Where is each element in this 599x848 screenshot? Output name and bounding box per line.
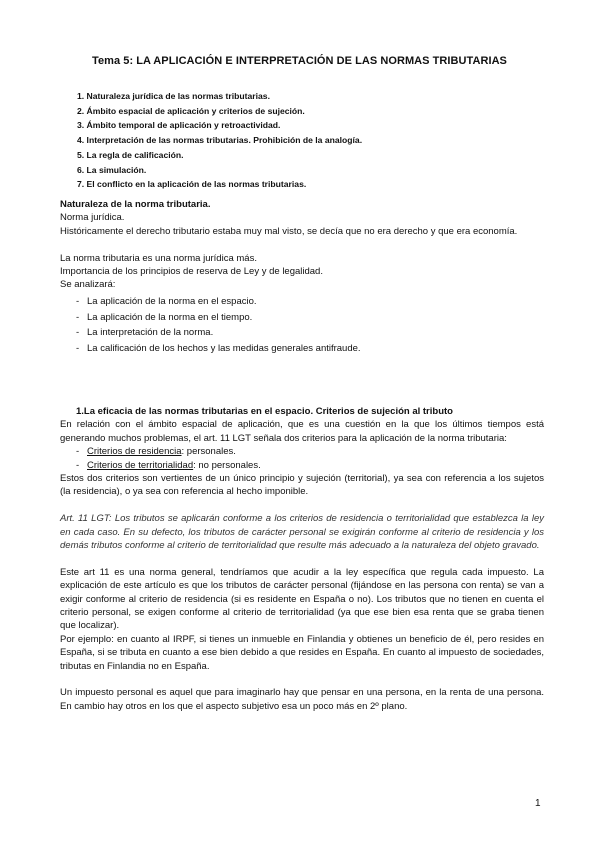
list-item: [60, 459, 544, 472]
toc-item: 6. La simulación.: [77, 164, 147, 175]
table-of-contents: [77, 89, 362, 192]
toc-item: 4. Interpretación de las normas tributarias. Prohibición de la analogía.: [77, 135, 363, 146]
toc-item: 1. Naturaleza jurídica de las normas tributarias.: [77, 91, 270, 101]
paragraph: La norma tributaria es una norma jurídica más.: [60, 252, 257, 264]
list-item: - La interpretación de la norma.: [60, 325, 544, 341]
criteria-list: [60, 445, 544, 472]
analysis-list: [60, 294, 544, 357]
paragraph: Importancia de los principios de reserva de Ley y de legalidad.: [60, 266, 323, 278]
criterion-label: Criterios de residencia: [87, 446, 182, 458]
list-item: - La aplicación de la norma en el espacio.: [60, 294, 544, 310]
paragraph: Estos dos criterios son vertientes de un único principio y sujeción (territorial), ya sea con referencia a los sujetos (la residencia), o ya sea con referencia al hecho imponible.: [60, 473, 544, 498]
paragraph: Históricamente el derecho tributario estaba muy mal visto, se decía que no era derecho y que era economía.: [60, 225, 518, 237]
toc-item: 7. El conflicto en la aplicación de las normas tributarias.: [77, 179, 307, 190]
toc-item: 3. Ámbito temporal de aplicación y retroactividad.: [77, 120, 281, 131]
list-item: - La calificación de los hechos y las medidas generales antifraude.: [60, 341, 544, 357]
paragraph: Norma jurídica.: [60, 212, 125, 224]
list-item: [60, 445, 544, 458]
criterion-label: Criterios de territorialidad: [87, 459, 194, 471]
criterion-text: : personales.: [181, 446, 236, 458]
blank-line: [60, 238, 544, 251]
toc-item: 5. La regla de calificación.: [77, 149, 184, 160]
toc-item: 2. Ámbito espacial de aplicación y criterios de sujeción.: [77, 105, 305, 116]
paragraph: Se analizará:: [60, 279, 116, 291]
section-naturaleza: [60, 198, 544, 357]
paragraph: Este art 11 es una norma general, tendríamos que acudir a la ley específica que regula cada impuesto. La explicación de este artículo es que los tributos de carácter personal (fijándose en las persona con renta) se van a exigir conforme al criterio de residencia (si es residente en España o no). Los tributos que no tienen en cuenta el criterio personal, se exigen conforme al criterio de territorialidad (ya que ese bien esa renta que se graba tienen que localizar).: [60, 566, 544, 632]
section-heading: 1.La eficacia de las normas tributarias en el espacio. Criterios de sujeción al tributo: [76, 406, 453, 417]
paragraph: Un impuesto personal es aquel que para imaginarlo hay que pensar en una persona, en la renta de una persona. En cambio hay otros en los que el aspecto subjetivo esa un poco más en 2º plano.: [60, 687, 544, 712]
paragraph: En relación con el ámbito espacial de aplicación, que es una cuestión en la que los últimos tiempos está generando muchos problemas, el art. 11 LGT señala dos criterios para la aplicación de la norma tributaria:: [60, 419, 544, 444]
page-number: 1: [535, 798, 541, 809]
criterion-text: : no personales.: [193, 459, 261, 471]
page-title: Tema 5: LA APLICACIÓN E INTERPRETACIÓN DE LAS NORMAS TRIBUTARIAS: [92, 55, 507, 67]
section-eficacia-espacio: [60, 405, 544, 713]
section-heading: Naturaleza de la norma tributaria.: [60, 199, 211, 210]
law-quote: Art. 11 LGT: Los tributos se aplicarán conforme a los criterios de residencia o territorialidad que establezca la ley en cada caso. En su defecto, los tributos de carácter personal se exigirán conforme al criterio de residencia y los demás tributos conforme al criterio de territorialidad que resulte más adecuado a la naturaleza del objeto gravado.: [60, 513, 544, 552]
paragraph: Por ejemplo: en cuanto al IRPF, si tienes un inmueble en Finlandia y obtienes un beneficio de él, pero resides en España, si se tributa en cuanto a ese bien debido a que resides en España. En cuanto al impuesto de sociedades, tributas en Finlandia no en España.: [60, 633, 544, 672]
list-item: - La aplicación de la norma en el tiempo.: [60, 310, 544, 326]
